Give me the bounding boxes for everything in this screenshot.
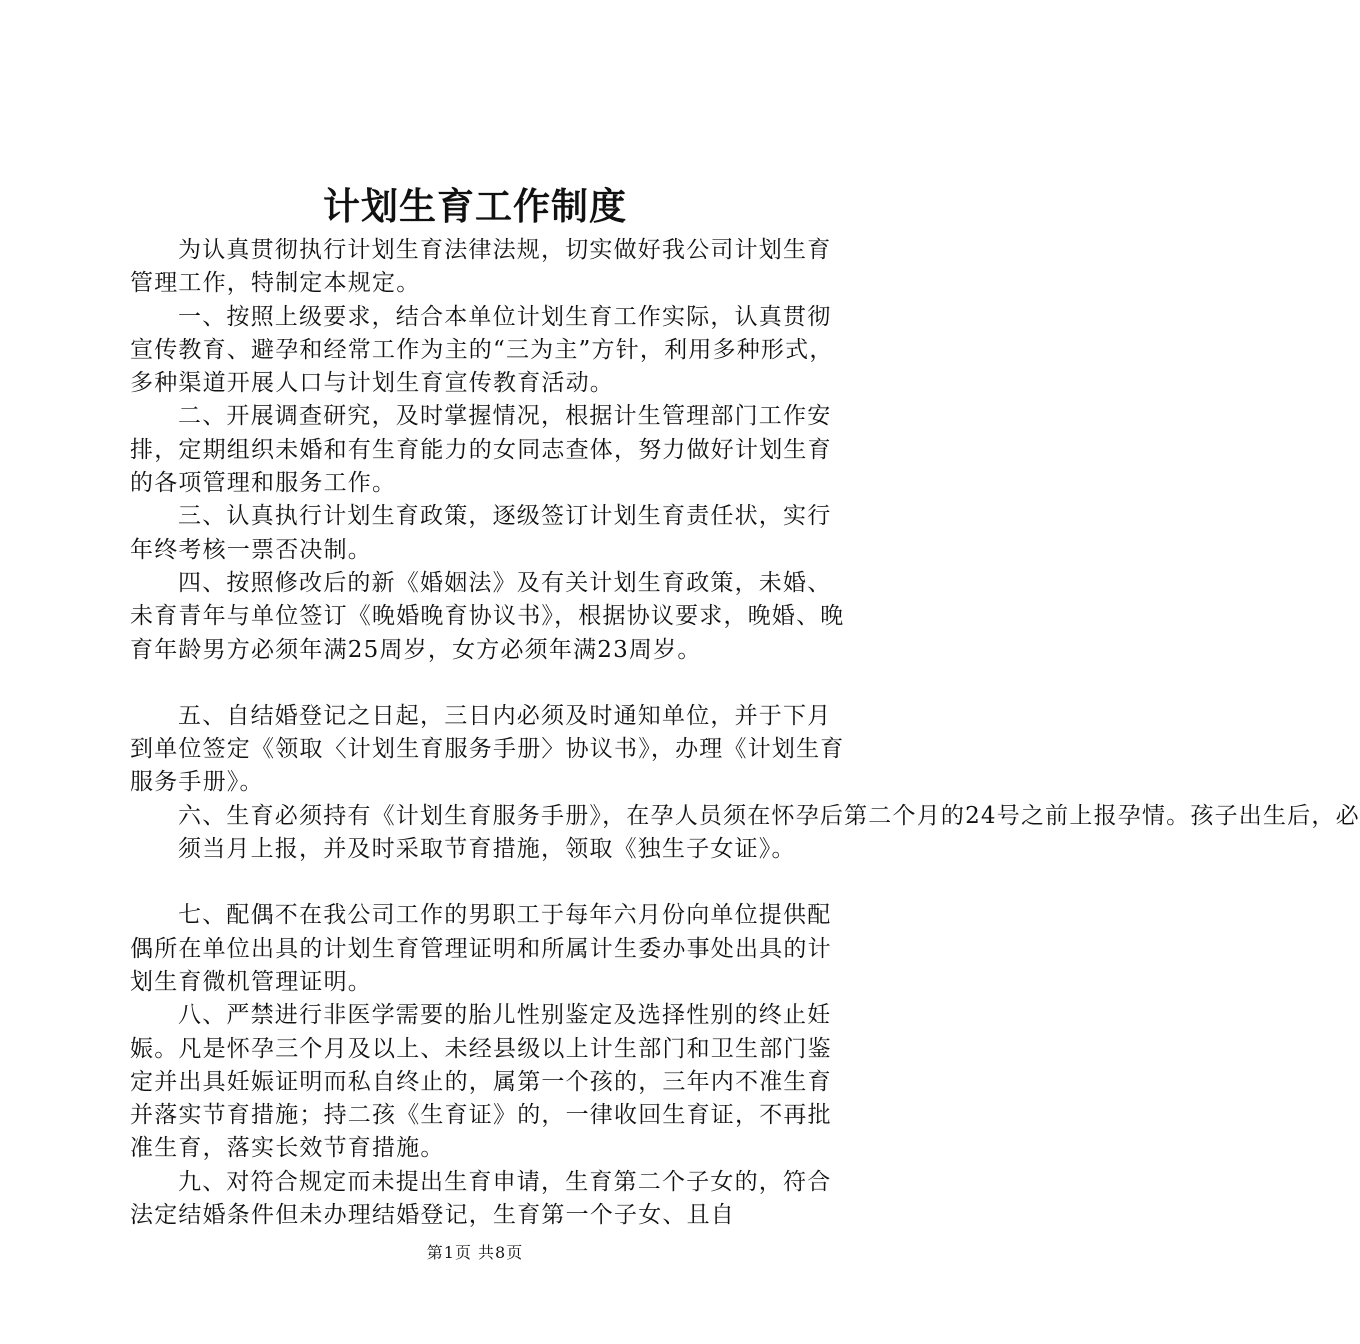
paragraph-7: 七、配偶不在我公司工作的男职工于每年六月份向单位提供配偶所在单位出具的计划生育管理证明和所属计生委办事处出具的计划生育微机管理证明。 xyxy=(130,902,832,995)
paragraph-6-line: 六、生育必须持有《计划生育服务手册》，在孕人员须在怀孕后第二个月的24号之前上报孕情。孩子出生后，必 xyxy=(178,802,1360,829)
paragraph-intro: 为认真贯彻执行计划生育法律法规，切实做好我公司计划生育管理工作，特制定本规定。 xyxy=(130,237,832,297)
paragraph-5: 五、自结婚登记之日起，三日内必须及时通知单位，并于下月到单位签定《领取〈计划生育服务手册〉协议书》，办理《计划生育服务手册》。 xyxy=(130,702,845,796)
paragraph-9: 九、对符合规定而未提出生育申请，生育第二个子女的，符合法定结婚条件但未办理结婚登记，生育第一个子女、且自 xyxy=(130,1168,832,1229)
paragraph-6-continued-line: 须当月上报，并及时采取节育措施，领取《独生子女证》。 xyxy=(178,836,796,863)
paragraph-8: 八、严禁进行非医学需要的胎儿性别鉴定及选择性别的终止妊娠。凡是怀孕三个月及以上、未经县级以上计生部门和卫生部门鉴定并出具妊娠证明而私自终止的，属第一个孩的，三年内不准生育并落实节育措施；持二孩《生育证》的，一律收回生育证，不再批准生育，落实长效节育措施。 xyxy=(130,1002,832,1162)
document-body xyxy=(130,234,1360,1232)
document-title: 计划生育工作制度 xyxy=(323,184,627,228)
page-number-footer: 第1页 共8页 xyxy=(426,1243,524,1262)
paragraph-2: 二、开展调查研究，及时掌握情况，根据计生管理部门工作安排，定期组织未婚和有生育能力的女同志查体，努力做好计划生育的各项管理和服务工作。 xyxy=(130,403,832,497)
paragraph-3: 三、认真执行计划生育政策，逐级签订计划生育责任状，实行年终考核一票否决制。 xyxy=(130,503,832,563)
paragraph-4: 四、按照修改后的新《婚姻法》及有关计划生育政策，未婚、未育青年与单位签订《晚婚晚育协议书》，根据协议要求，晚婚、晚育年龄男方必须年满25周岁，女方必须年满23周岁。 xyxy=(130,569,845,663)
paragraph-6-continued xyxy=(130,833,850,866)
paragraph-1: 一、按照上级要求，结合本单位计划生育工作实际，认真贯彻宣传教育、避孕和经常工作为主的“三为主”方针，利用多种形式，多种渠道开展人口与计划生育宣传教育活动。 xyxy=(130,303,834,397)
paragraph-6 xyxy=(130,800,1360,833)
